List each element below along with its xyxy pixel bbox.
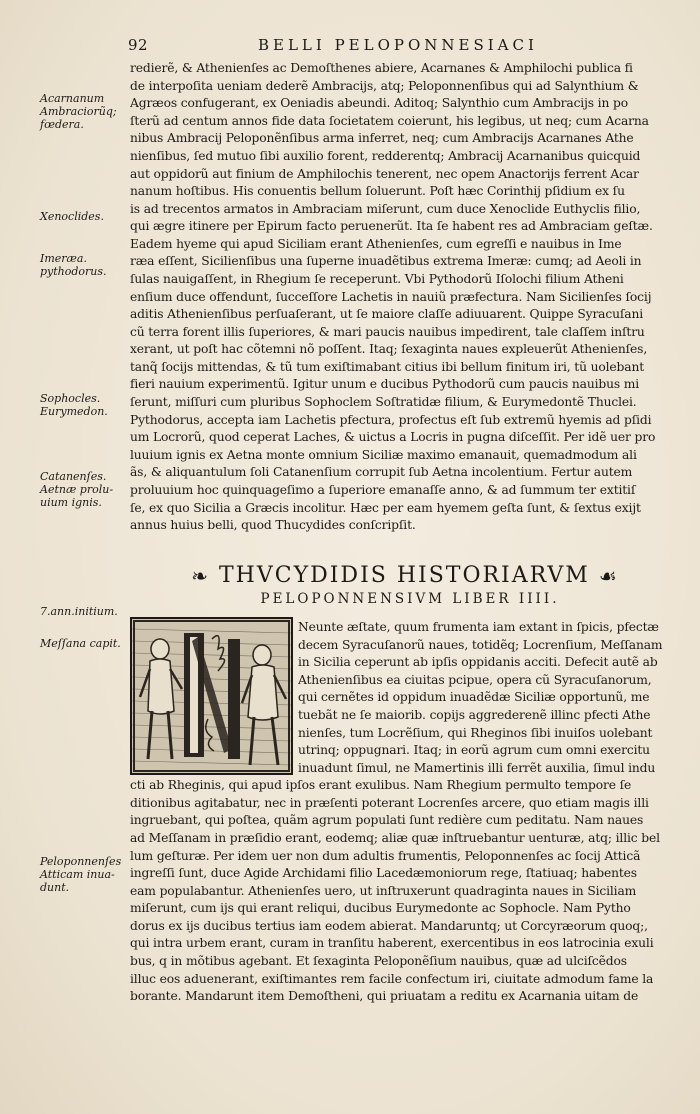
- fleuron-left-icon: ❧: [191, 564, 210, 588]
- text-line: borante. Mandarunt item Demoſtheni, qui priuatam a reditu ex Acarnania uitam de: [130, 989, 639, 1004]
- text-line: qui intra urbem erant, curam in tranſitu haberent, exercentibus in eos latrocinia exuli: [130, 936, 654, 951]
- text-line: Eadem hyeme qui apud Siciliam erant Athenienſes, cum egreſſi e nauibus in Ime: [130, 236, 622, 251]
- text-line: ingruebant, qui poſtea, quãm agrum populati ſunt redière cum peditatu. Nam naues: [130, 813, 644, 828]
- text-line: Neunte æſtate, quum frumenta iam extant in ſpicis, pfectæ: [298, 620, 659, 634]
- text-line: redierẽ, & Athenienſes ac Demoſthenes abiere, Acarnanes & Amphilochi publica fi: [130, 61, 633, 75]
- margin-note-messana: Meſſana capit.: [40, 637, 121, 650]
- text-line: Athenienſibus ea ciuitas pcipue, opera cũ Syracuſanorum,: [298, 672, 652, 687]
- book-title: [165, 563, 645, 588]
- text-line: de interpoſita ueniam dederẽ Ambracijs, atq; Peloponnenſibus qui ad Salynthium &: [130, 78, 639, 93]
- text-line: cti ab Rheginis, qui apud ipſos erant exulibus. Nam Rhegium permulto tempore ſe: [130, 778, 632, 793]
- text-line: ſterũ ad centum annos fide data ſocietatem coierunt, his legibus, ut neq; cum Acarna: [130, 113, 649, 128]
- text-line: luuium ignis ex Aetna monte omnium Siciliæ maximo emanauit, quemadmodum ali: [130, 447, 637, 462]
- text-line: um Locrorũ, quod ceperat Laches, & uictus a Locris in pugna diſceſſit. Per idẽ uer pro: [130, 430, 656, 445]
- woodcut-initial-n: [130, 617, 293, 775]
- text-line: aditis Athenienſibus perſuaſerant, ut ſe maiore claſſe adiuuarent. Quippe Syracuſani: [130, 307, 643, 322]
- fleuron-right-icon: ☙: [598, 564, 619, 588]
- text-line: utrinq; oppugnari. Itaq; in eorũ agrum cum omni exercitu: [298, 743, 650, 758]
- text-line: ditionibus agitabatur, nec in præſenti poterant Locrenſes arcere, quo etiam magis illi: [130, 795, 649, 810]
- text-line: ſerunt, miſſuri cum pluribus Sophoclem Soſtratidæ filium, & Eurymedontẽ Thuclei.: [130, 395, 637, 409]
- text-line: ſe, ex quo Sicilia a Græcis incolitur. Hæc per eam hyemem geſta ſunt, & ſextus exijt: [130, 500, 641, 515]
- text-line: Agræos confugerant, ex Oeniadis abeundi. Aditoq; Salynthio cum Ambracijs in po: [130, 96, 628, 111]
- text-line: eam populabantur. Athenienſes uero, ut inſtruxerunt quadraginta naues in Siciliam: [130, 883, 637, 898]
- text-line: miſerunt, cum ijs qui erant reliqui, ducibus Eurymedonte ac Sophocle. Nam Pytho: [130, 901, 631, 916]
- text-line: illuc eos aduenerant, exiſtimantes rem facile confectum iri, ciuitate admodum fame la: [130, 971, 654, 986]
- text-line: qui ægre itinere per Epirum facto peruenerũt. Ita ſe habent res ad Ambraciam geſtæ.: [130, 219, 653, 234]
- text-line: ingreſſi ſunt, duce Agide Archidami filio Lacedæmoniorum rege, ſtatiuaq; habentes: [130, 866, 637, 881]
- text-line: lum geſturæ. Per idem uer non dum adultis frumentis, Peloponnenſes ac ſocij Atticã: [130, 848, 641, 863]
- text-line: is ad trecentos armatos in Ambraciam miſerunt, cum duce Xenoclide Euthyclis filio,: [130, 201, 641, 216]
- text-line: nienſibus, ſed mutuo ſibi auxilio forent, redderentq; Ambracij Acarnanibus quicquid: [130, 148, 641, 163]
- book-subtitle: PELOPONNENSIVM LIBER IIII.: [260, 591, 560, 607]
- text-line: xerant, ut poſt hac cõtemni nõ poſſent. Itaq; ſexaginta naues expleuerũt Athenienſes,: [130, 342, 648, 357]
- text-line: ad Meſſanam in præſidio erant, eodemq; aliæ quæ inſtruebantur uenturæ, atq; illic bel: [130, 831, 660, 845]
- text-line: tanq̃ ſocijs mittendas, & tũ tum exiſtimabant citius ibi bellum finitum iri, tũ uolebant: [130, 359, 645, 374]
- text-line: bus, q in mõtibus agebant. Et ſexaginta Peloponẽſium nauibus, quæ ad ulciſcẽdos: [130, 954, 627, 968]
- text-line: dorus ex ijs ducibus tertius iam eodem abierat. Mandaruntq; ut Corcyræorum quoq;,: [130, 918, 648, 933]
- page-header: [128, 36, 688, 56]
- text-line: in Sicilia ceperunt ab ipſis oppidanis acciti. Defecit autẽ ab: [298, 655, 658, 670]
- text-line: cũ terra forent illis ſuperiores, & mari paucis nauibus impedirent, tale claſſem inſtru: [130, 324, 645, 339]
- margin-note-annus-initium: 7.ann.initium.: [40, 605, 118, 618]
- text-line: decem Syracuſanorũ naues, totidẽq; Locrenſium, Meſſanam: [298, 637, 663, 652]
- margin-note-xenoclides: Xenoclides.: [40, 210, 104, 223]
- book-title-text: THVCYDIDIS HISTORIARVM: [219, 563, 590, 588]
- text-line: annus huius belli, quod Thucydides conſcripſit.: [130, 518, 416, 533]
- page-number: 92: [128, 36, 149, 54]
- text-line: nanum hoſtibus. His conuentis bellum ſoluerunt. Poſt hæc Corinthij pſidium ex ſu: [130, 184, 625, 199]
- text-line: ãs, & aliquantulum ſoli Catanenſium corrupit ſub Aetna incolentium. Fertur autem: [130, 465, 633, 480]
- margin-note-acarnanum: Acarnanum Ambraciorũq; fœdera.: [40, 92, 117, 131]
- text-line: proluuium hoc quinquageſimo a ſuperiore emanaſſe anno, & ad ſummum ter extitiſ: [130, 482, 636, 497]
- text-line: fieri nauium experimentũ. Igitur unum e ducibus Pythodorũ cum paucis nauibus mi: [130, 377, 640, 392]
- margin-note-peloponnenses: Peloponnenſes Atticam inua- dunt.: [40, 855, 122, 894]
- text-line: Pythodorus, accepta iam Lachetis pfectura, profectus eſt ſub extremũ hyemis ad pſidi: [130, 412, 652, 427]
- text-line: nienſes, tum Locrẽſium, qui Rheginos ſibi inuiſos uolebant: [298, 725, 653, 740]
- text-line: nibus Ambracij Peloponẽnſibus arma inferret, neq; cum Ambracijs Acarnanes Athe: [130, 131, 634, 146]
- text-line: inuadunt ſimul, ne Mamertinis illi ferrẽt auxilia, ſimul indu: [298, 760, 656, 775]
- text-line: qui cernẽtes id oppidum inuadẽdæ Siciliæ opportunũ, me: [298, 690, 650, 705]
- text-line: ſulas nauigaſſent, in Rhegium ſe receperunt. Vbi Pythodorũ Iſolochi filium Atheni: [130, 272, 624, 286]
- text-line: aut oppidorũ aut finium de Amphilochis tenerent, nec opem Anactorijs ferrent Acar: [130, 166, 639, 181]
- text-line: enſium duce offendunt, ſucceſſore Lachetis in nauiũ præfectura. Nam Sicilienſes ſocij: [130, 289, 652, 304]
- woodcut-illustration-icon: [132, 619, 291, 773]
- text-line: ræa eſſent, Sicilienſibus una ſuperne inuadẽtibus extrema Imeræ: cumq; ad Aeoli in: [130, 254, 642, 269]
- text-line: tuebãt ne ſe maiorib. copijs aggrederenẽ illinc pfecti Athe: [298, 707, 651, 722]
- margin-note-catanenses: Catanenſes. Aetnæ prolu- uium ignis.: [40, 470, 114, 509]
- running-title: BELLI PELOPONNESIACI: [258, 36, 538, 54]
- margin-note-sophocles: Sophocles. Eurymedon.: [40, 392, 108, 418]
- margin-note-imeraea: Imeræa. pythodorus.: [40, 252, 107, 278]
